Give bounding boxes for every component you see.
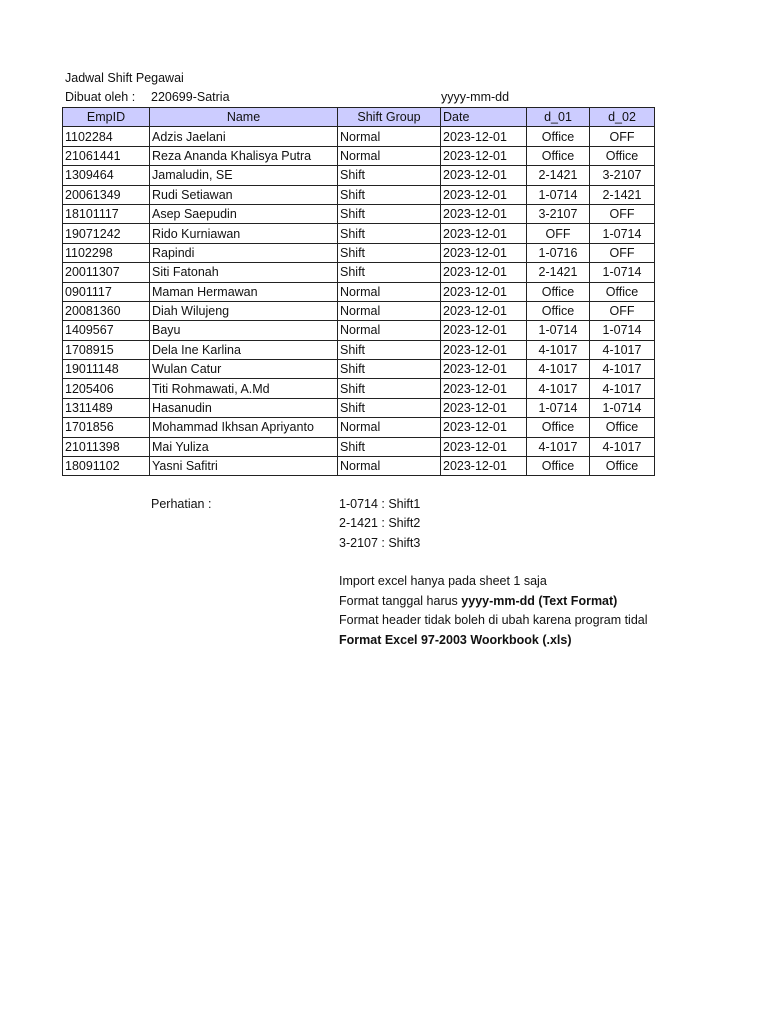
cell-name[interactable]: Mohammad Ikhsan Apriyanto	[150, 418, 338, 437]
cell-d02[interactable]: 1-0714	[590, 321, 655, 340]
table-row	[63, 127, 655, 146]
cell-date[interactable]: 2023-12-01	[441, 321, 527, 340]
table-row	[63, 185, 655, 204]
table-row	[63, 418, 655, 437]
cell-empid[interactable]: 1205406	[63, 379, 150, 398]
cell-date[interactable]: 2023-12-01	[441, 204, 527, 223]
cell-name[interactable]: Bayu	[150, 321, 338, 340]
notes-label: Perhatian :	[151, 497, 212, 511]
cell-d01[interactable]: 4-1017	[527, 340, 590, 359]
table-row	[63, 166, 655, 185]
cell-name[interactable]: Hasanudin	[150, 398, 338, 417]
cell-d02[interactable]: 1-0714	[590, 224, 655, 243]
cell-date[interactable]: 2023-12-01	[441, 398, 527, 417]
cell-d02[interactable]: Office	[590, 282, 655, 301]
table-row	[63, 263, 655, 282]
cell-date[interactable]: 2023-12-01	[441, 127, 527, 146]
legend-shift2: 2-1421 : Shift2	[339, 516, 421, 530]
cell-date[interactable]: 2023-12-01	[441, 166, 527, 185]
cell-d01[interactable]: Office	[527, 282, 590, 301]
table-row	[63, 457, 655, 476]
cell-empid[interactable]: 1102298	[63, 243, 150, 262]
cell-d02[interactable]: Office	[590, 146, 655, 165]
table-row	[63, 146, 655, 165]
cell-shift-group[interactable]: Normal	[338, 301, 441, 320]
table-row	[63, 243, 655, 262]
cell-date[interactable]: 2023-12-01	[441, 340, 527, 359]
cell-shift-group[interactable]: Normal	[338, 146, 441, 165]
date-format-label: yyyy-mm-dd	[441, 90, 510, 104]
cell-d01[interactable]: 4-1017	[527, 379, 590, 398]
cell-empid[interactable]: 19071242	[63, 224, 150, 243]
cell-d02[interactable]: Office	[590, 457, 655, 476]
cell-name[interactable]: Wulan Catur	[150, 360, 338, 379]
cell-name[interactable]: Siti Fatonah	[150, 263, 338, 282]
table-body	[63, 127, 655, 476]
cell-d01[interactable]: Office	[527, 127, 590, 146]
cell-d01[interactable]: 2-1421	[527, 166, 590, 185]
cell-shift-group[interactable]: Shift	[338, 263, 441, 282]
date-format-note-bold: yyyy-mm-dd (Text Format)	[461, 594, 618, 608]
cell-empid[interactable]: 1102284	[63, 127, 150, 146]
cell-shift-group[interactable]: Shift	[338, 340, 441, 359]
cell-empid[interactable]: 1409567	[63, 321, 150, 340]
cell-empid[interactable]: 1708915	[63, 340, 150, 359]
cell-date[interactable]: 2023-12-01	[441, 224, 527, 243]
cell-d02[interactable]: Office	[590, 418, 655, 437]
sheet-title: Jadwal Shift Pegawai	[65, 71, 184, 85]
table-row	[63, 398, 655, 417]
cell-date[interactable]: 2023-12-01	[441, 360, 527, 379]
cell-d01[interactable]: 1-0714	[527, 398, 590, 417]
header-empid[interactable]: EmpID	[63, 108, 150, 127]
cell-name[interactable]: Adzis Jaelani	[150, 127, 338, 146]
cell-d01[interactable]: OFF	[527, 224, 590, 243]
cell-shift-group[interactable]: Normal	[338, 282, 441, 301]
shift-schedule-table	[62, 107, 655, 476]
cell-date[interactable]: 2023-12-01	[441, 418, 527, 437]
cell-empid[interactable]: 18091102	[63, 457, 150, 476]
cell-date[interactable]: 2023-12-01	[441, 263, 527, 282]
cell-shift-group[interactable]: Shift	[338, 224, 441, 243]
cell-d01[interactable]: 2-1421	[527, 263, 590, 282]
cell-shift-group[interactable]: Normal	[338, 457, 441, 476]
table-header-row	[63, 108, 655, 127]
cell-empid[interactable]: 21011398	[63, 437, 150, 456]
cell-shift-group[interactable]: Shift	[338, 437, 441, 456]
header-shift-group[interactable]: Shift Group	[338, 108, 441, 127]
cell-d01[interactable]: 1-0716	[527, 243, 590, 262]
cell-date[interactable]: 2023-12-01	[441, 457, 527, 476]
cell-date[interactable]: 2023-12-01	[441, 282, 527, 301]
cell-empid[interactable]: 21061441	[63, 146, 150, 165]
cell-empid[interactable]: 1309464	[63, 166, 150, 185]
cell-date[interactable]: 2023-12-01	[441, 301, 527, 320]
cell-name[interactable]: Mai Yuliza	[150, 437, 338, 456]
cell-empid[interactable]: 18101117	[63, 204, 150, 223]
cell-shift-group[interactable]: Shift	[338, 185, 441, 204]
header-d02[interactable]: d_02	[590, 108, 655, 127]
cell-shift-group[interactable]: Normal	[338, 127, 441, 146]
cell-name[interactable]: Reza Ananda Khalisya Putra	[150, 146, 338, 165]
legend-shift3: 3-2107 : Shift3	[339, 536, 421, 550]
cell-d01[interactable]: 4-1017	[527, 360, 590, 379]
cell-d02[interactable]: 2-1421	[590, 185, 655, 204]
cell-d01[interactable]: 1-0714	[527, 185, 590, 204]
cell-date[interactable]: 2023-12-01	[441, 243, 527, 262]
cell-d02[interactable]: 4-1017	[590, 379, 655, 398]
cell-date[interactable]: 2023-12-01	[441, 379, 527, 398]
cell-date[interactable]: 2023-12-01	[441, 185, 527, 204]
created-by-value: 220699-Satria	[151, 90, 230, 104]
table-row	[63, 204, 655, 223]
cell-d02[interactable]: OFF	[590, 301, 655, 320]
cell-d01[interactable]: 3-2107	[527, 204, 590, 223]
cell-name[interactable]: Diah Wilujeng	[150, 301, 338, 320]
cell-name[interactable]: Dela Ine Karlina	[150, 340, 338, 359]
cell-d01[interactable]: 4-1017	[527, 437, 590, 456]
cell-shift-group[interactable]: Shift	[338, 204, 441, 223]
cell-d01[interactable]: Office	[527, 457, 590, 476]
table-row	[63, 437, 655, 456]
cell-d02[interactable]: 4-1017	[590, 360, 655, 379]
cell-d01[interactable]: 1-0714	[527, 321, 590, 340]
cell-d01[interactable]: Office	[527, 146, 590, 165]
table-row	[63, 321, 655, 340]
cell-d01[interactable]: Office	[527, 301, 590, 320]
cell-d02[interactable]: 1-0714	[590, 398, 655, 417]
cell-d02[interactable]: 4-1017	[590, 340, 655, 359]
file-format-note: Format Excel 97-2003 Woorkbook (.xls)	[339, 633, 572, 647]
cell-name[interactable]: Asep Saepudin	[150, 204, 338, 223]
cell-shift-group[interactable]: Shift	[338, 243, 441, 262]
table-row	[63, 224, 655, 243]
cell-shift-group[interactable]: Shift	[338, 398, 441, 417]
cell-empid[interactable]: 1311489	[63, 398, 150, 417]
cell-shift-group[interactable]: Normal	[338, 321, 441, 340]
cell-name[interactable]: Maman Hermawan	[150, 282, 338, 301]
cell-shift-group[interactable]: Shift	[338, 379, 441, 398]
cell-d02[interactable]: OFF	[590, 127, 655, 146]
import-note: Import excel hanya pada sheet 1 saja	[339, 574, 547, 588]
cell-empid[interactable]: 1701856	[63, 418, 150, 437]
table-row	[63, 379, 655, 398]
header-note: Format header tidak boleh di ubah karena program tidal	[339, 613, 648, 627]
created-by-label: Dibuat oleh :	[65, 90, 136, 104]
cell-shift-group[interactable]: Normal	[338, 418, 441, 437]
cell-name[interactable]: Titi Rohmawati, A.Md	[150, 379, 338, 398]
cell-shift-group[interactable]: Shift	[338, 360, 441, 379]
cell-d02[interactable]: 1-0714	[590, 263, 655, 282]
cell-empid[interactable]: 0901117	[63, 282, 150, 301]
table-row	[63, 301, 655, 320]
cell-empid[interactable]: 20011307	[63, 263, 150, 282]
cell-d02[interactable]: 4-1017	[590, 437, 655, 456]
cell-d01[interactable]: Office	[527, 418, 590, 437]
cell-date[interactable]: 2023-12-01	[441, 146, 527, 165]
cell-shift-group[interactable]: Shift	[338, 166, 441, 185]
cell-name[interactable]: Jamaludin, SE	[150, 166, 338, 185]
cell-d02[interactable]: OFF	[590, 243, 655, 262]
cell-name[interactable]: Rapindi	[150, 243, 338, 262]
cell-empid[interactable]: 19011148	[63, 360, 150, 379]
cell-empid[interactable]: 20081360	[63, 301, 150, 320]
cell-d02[interactable]: OFF	[590, 204, 655, 223]
table-row	[63, 340, 655, 359]
cell-empid[interactable]: 20061349	[63, 185, 150, 204]
date-format-note	[339, 592, 617, 611]
table-row	[63, 360, 655, 379]
date-format-note-prefix: Format tanggal harus	[339, 594, 462, 608]
cell-name[interactable]: Yasni Safitri	[150, 457, 338, 476]
header-name[interactable]: Name	[150, 108, 338, 127]
table-row	[63, 282, 655, 301]
cell-date[interactable]: 2023-12-01	[441, 437, 527, 456]
header-date[interactable]: Date	[441, 108, 527, 127]
header-d01[interactable]: d_01	[527, 108, 590, 127]
legend-shift1: 1-0714 : Shift1	[339, 497, 421, 511]
cell-name[interactable]: Rido Kurniawan	[150, 224, 338, 243]
cell-name[interactable]: Rudi Setiawan	[150, 185, 338, 204]
cell-d02[interactable]: 3-2107	[590, 166, 655, 185]
